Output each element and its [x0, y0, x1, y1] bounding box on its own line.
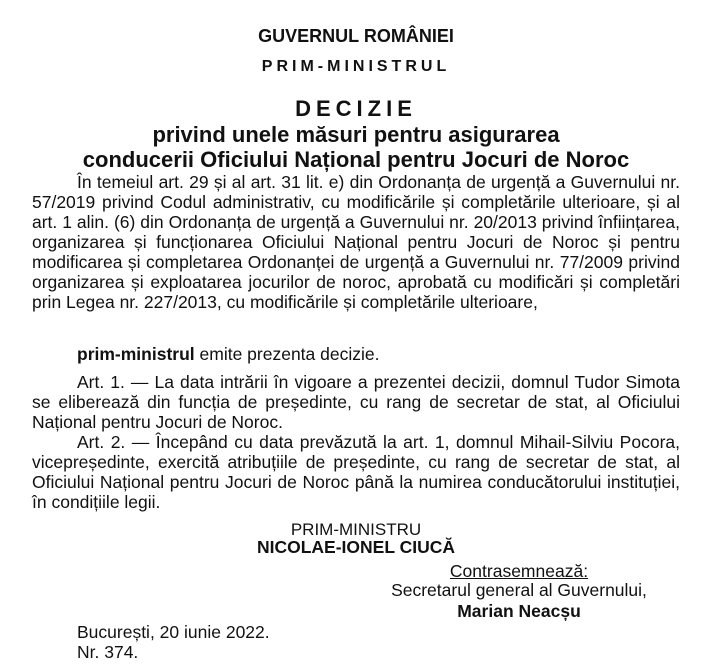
article-2: Art. 2. — Începând cu data prevăzută la art. 1, domnul Mihail-Silviu Pocora, vicepreședinte, exercită atribuțiile de președinte, cu rang de secretar de stat, al Oficiului Național pentru Jocuri de Noroc până la numirea conducătorului instituției, în condițiile legii. — [32, 432, 680, 512]
articles-section — [32, 372, 680, 512]
decision-subtitle-line1: privind unele măsuri pentru asigurarea — [152, 122, 560, 147]
countersign-role: Secretarul general al Guvernului, — [391, 580, 647, 600]
header-prime-minister: PRIM-MINISTRUL — [261, 58, 451, 75]
countersign-label: Contrasemnează: — [449, 561, 589, 581]
article-1: Art. 1. — La data intrării în vigoare a prezentei decizii, domnul Tudor Simota se eliberează din funcția de președinte, cu rang de secretar de stat, al Oficiului Național pentru Jocuri de Noroc. — [32, 372, 680, 432]
signature-block — [32, 522, 680, 557]
countersign-block — [384, 563, 654, 621]
signature-name: NICOLAE-IONEL CIUCĂ — [256, 537, 455, 557]
decision-title-block — [32, 96, 680, 172]
enacting-text: emite prezenta decizie. — [194, 344, 380, 364]
countersign-name: Marian Neacșu — [457, 601, 581, 621]
header-government: GUVERNUL ROMÂNIEI — [258, 26, 454, 46]
decision-kind: DECIZIE — [295, 96, 417, 121]
issue-place-date: București, 20 iunie 2022. — [77, 622, 270, 642]
issue-number: Nr. 374. — [77, 642, 139, 662]
preamble-paragraph: În temeiul art. 29 și al art. 31 lit. e) din Ordonanța de urgență a Guvernului nr. 57/2019 privind Codul administrativ, cu modificările și completările ulterioare, și al art. 1 alin. (6) din Ordonanța de urgență a Guvernului nr. 20/2013 privind înființarea, organizarea și funcționarea Oficiului Național pentru Jocuri de Noroc și pentru modificarea și completarea Ordonanței de urgență a Guvernului nr. 77/2009 privind organizarea și exploatarea jocurilor de noroc, aprobată cu modificări și completări prin Legea nr. 227/2013, cu modificările și completările ulterioare, — [32, 172, 680, 312]
signature-role: PRIM-MINISTRU — [290, 520, 422, 539]
enacting-formula — [32, 344, 680, 364]
decision-subtitle-line2: conducerii Oficiului Național pentru Jocuri de Noroc — [82, 147, 630, 172]
enacting-authority: prim-ministrul — [77, 344, 195, 364]
issue-block — [77, 622, 680, 662]
